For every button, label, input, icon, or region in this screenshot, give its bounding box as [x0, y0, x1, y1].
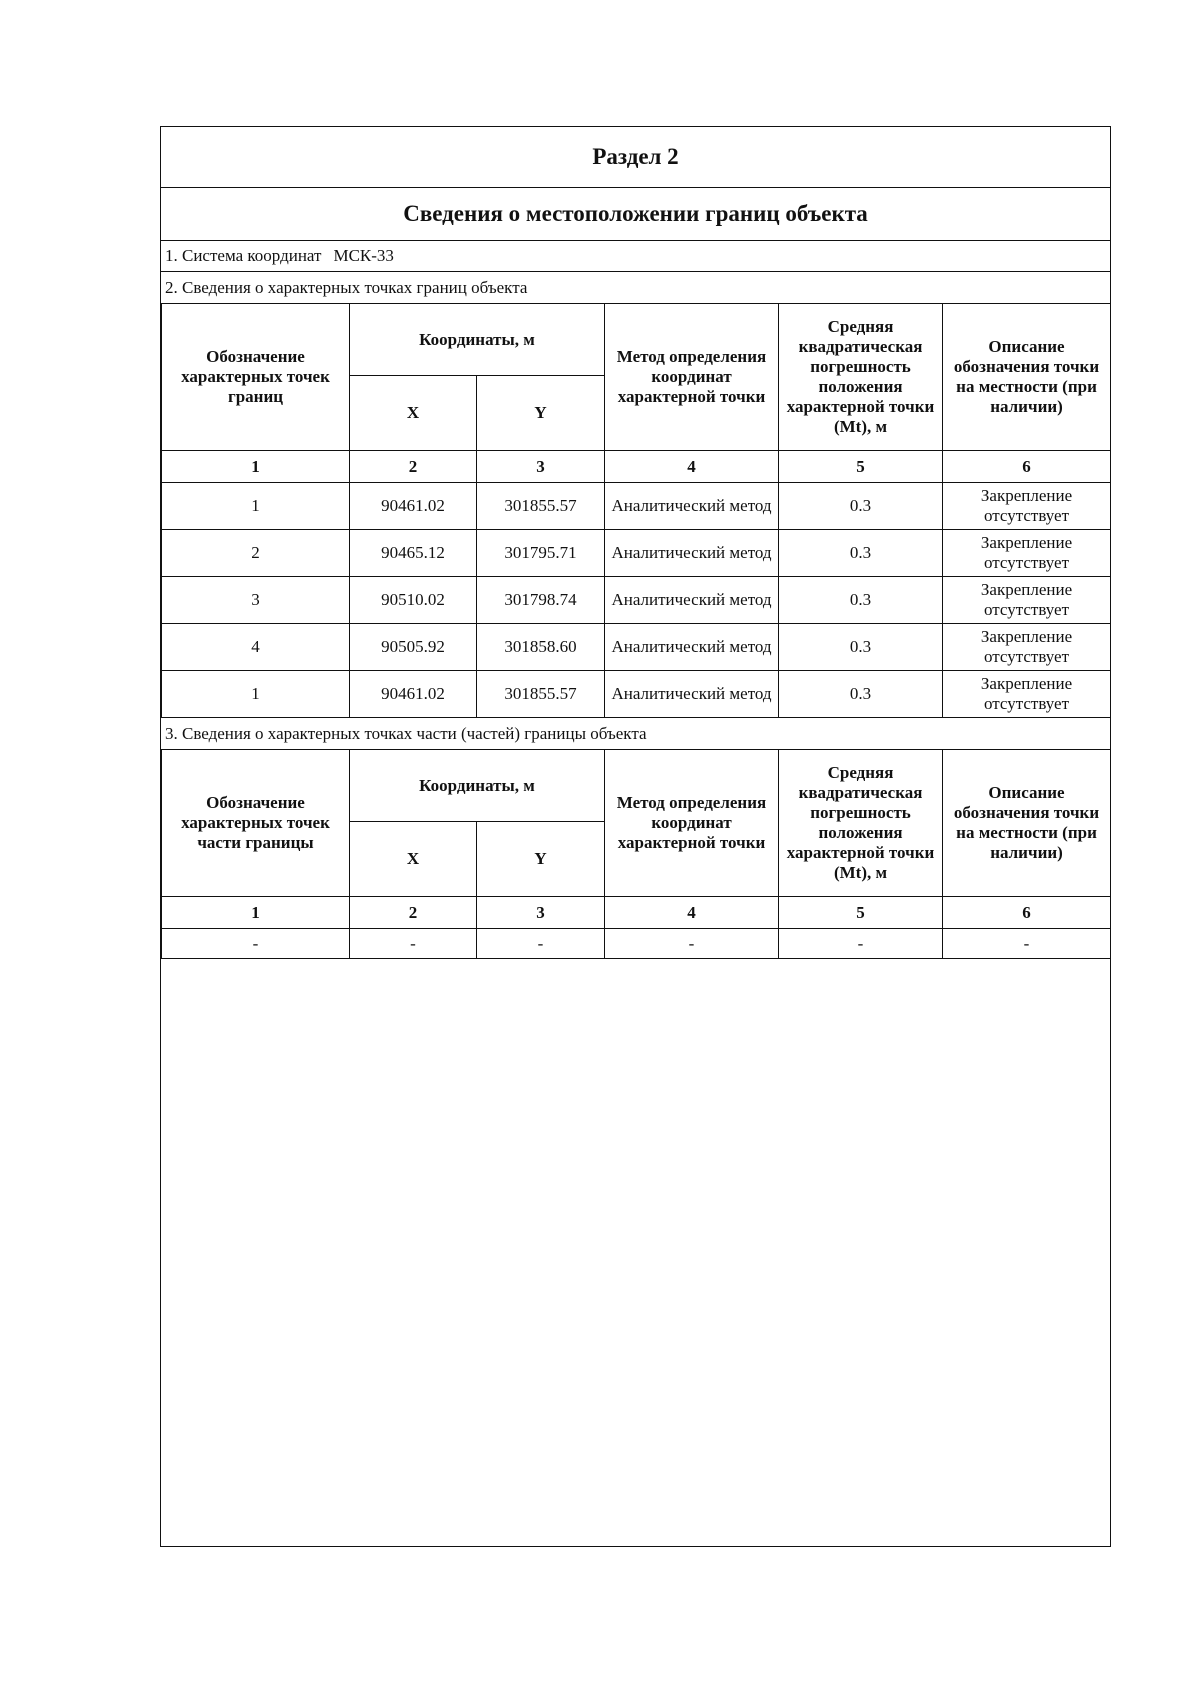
point-cell: 3 [162, 577, 350, 624]
column-number: 2 [350, 897, 477, 929]
table-row [162, 577, 1111, 624]
header-x: X [350, 822, 477, 897]
column-number: 1 [162, 897, 350, 929]
desc-cell: Закрепление отсутствует [943, 624, 1111, 671]
table1-points [161, 303, 1111, 718]
header-designation: Обозначение характерных точек части границы [162, 750, 350, 897]
coord-system-row [161, 241, 1110, 272]
coord-system-label: 1. Система координат [165, 246, 322, 265]
desc-cell: Закрепление отсутствует [943, 483, 1111, 530]
mt-cell: 0.3 [779, 624, 943, 671]
column-number: 1 [162, 451, 350, 483]
header-description: Описание обозначения точки на местности (при наличии) [943, 750, 1111, 897]
x-cell: 90465.12 [350, 530, 477, 577]
column-numbers-row [162, 451, 1111, 483]
table-row [162, 530, 1111, 577]
desc-cell: Закрепление отсутствует [943, 577, 1111, 624]
coord-system-value: МСК-33 [333, 246, 394, 265]
header-error: Средняя квадратическая погрешность положения характерной точки (Mt), м [779, 304, 943, 451]
x-cell: 90505.92 [350, 624, 477, 671]
mt-cell: 0.3 [779, 530, 943, 577]
method-cell: - [605, 929, 779, 959]
document-frame [160, 126, 1111, 1547]
header-description: Описание обозначения точки на местности (при наличии) [943, 304, 1111, 451]
method-cell: Аналитический метод [605, 624, 779, 671]
column-number: 5 [779, 451, 943, 483]
column-numbers-row [162, 897, 1111, 929]
method-cell: Аналитический метод [605, 671, 779, 718]
header-coords: Координаты, м [350, 304, 605, 376]
section-title: Раздел 2 [161, 127, 1110, 188]
table-row [162, 671, 1111, 718]
header-y: Y [477, 822, 605, 897]
point-cell: 4 [162, 624, 350, 671]
point-cell: 1 [162, 671, 350, 718]
table1-caption: 2. Сведения о характерных точках границ объекта [165, 277, 528, 297]
desc-cell: Закрепление отсутствует [943, 671, 1111, 718]
column-number: 3 [477, 451, 605, 483]
column-number: 4 [605, 897, 779, 929]
table-row [162, 929, 1111, 959]
desc-cell: - [943, 929, 1111, 959]
table2-caption: 3. Сведения о характерных точках части (частей) границы объекта [161, 717, 1110, 749]
point-cell: 1 [162, 483, 350, 530]
y-cell: 301795.71 [477, 530, 605, 577]
table2-part-points [161, 749, 1111, 959]
header-designation: Обозначение характерных точек границ [162, 304, 350, 451]
column-number: 5 [779, 897, 943, 929]
mt-cell: - [779, 929, 943, 959]
column-number: 3 [477, 897, 605, 929]
method-cell: Аналитический метод [605, 483, 779, 530]
x-cell: 90461.02 [350, 483, 477, 530]
point-cell: 2 [162, 530, 350, 577]
header-error: Средняя квадратическая погрешность положения характерной точки (Mt), м [779, 750, 943, 897]
x-cell: 90461.02 [350, 671, 477, 718]
mt-cell: 0.3 [779, 483, 943, 530]
column-number: 6 [943, 897, 1111, 929]
x-cell: 90510.02 [350, 577, 477, 624]
mt-cell: 0.3 [779, 577, 943, 624]
header-y: Y [477, 376, 605, 451]
method-cell: Аналитический метод [605, 530, 779, 577]
y-cell: 301855.57 [477, 483, 605, 530]
table-row [162, 483, 1111, 530]
column-number: 2 [350, 451, 477, 483]
y-cell: 301798.74 [477, 577, 605, 624]
table-row [162, 624, 1111, 671]
y-cell: - [477, 929, 605, 959]
header-method: Метод определения координат характерной точки [605, 304, 779, 451]
method-cell: Аналитический метод [605, 577, 779, 624]
header-method: Метод определения координат характерной точки [605, 750, 779, 897]
section-subtitle: Сведения о местоположении границ объекта [161, 188, 1110, 241]
y-cell: 301858.60 [477, 624, 605, 671]
desc-cell: Закрепление отсутствует [943, 530, 1111, 577]
column-number: 4 [605, 451, 779, 483]
header-x: X [350, 376, 477, 451]
column-number: 6 [943, 451, 1111, 483]
x-cell: - [350, 929, 477, 959]
header-coords: Координаты, м [350, 750, 605, 822]
point-cell: - [162, 929, 350, 959]
empty-area [161, 962, 1110, 1546]
y-cell: 301855.57 [477, 671, 605, 718]
mt-cell: 0.3 [779, 671, 943, 718]
